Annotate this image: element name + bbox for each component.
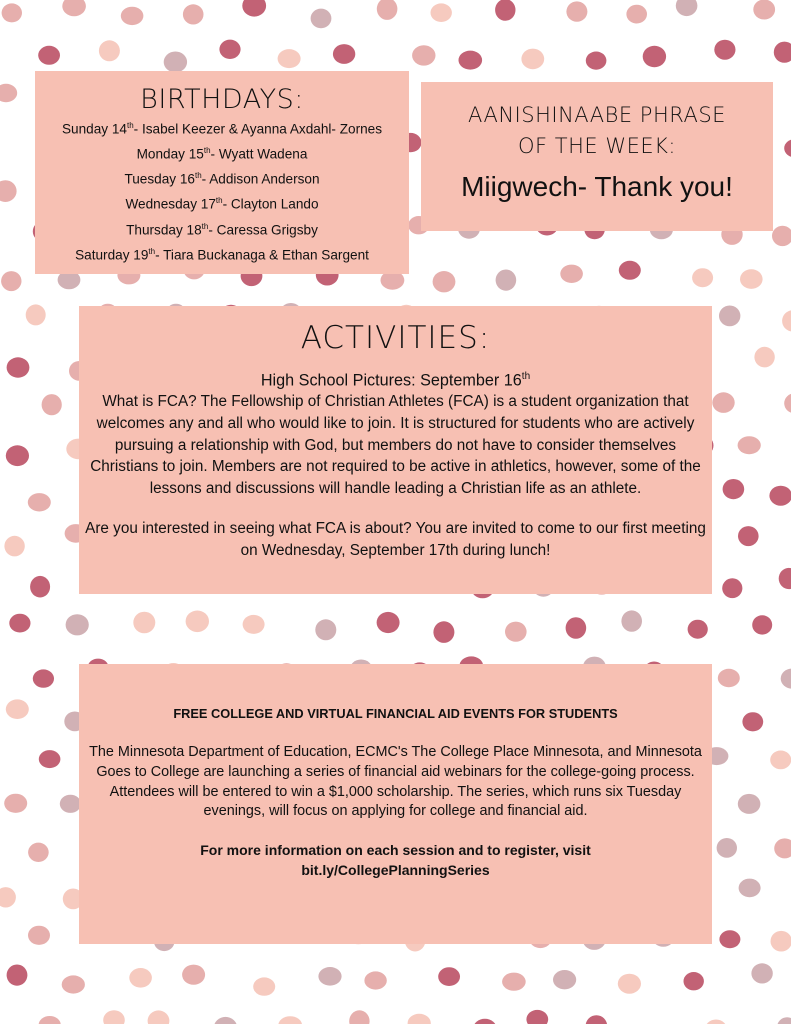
background-dot [719, 306, 740, 327]
background-dot [433, 621, 454, 643]
college-events-title: FREE COLLEGE AND VIRTUAL FINANCIAL AID EVENTS FOR STUDENTS [173, 706, 618, 721]
birthday-day: Saturday 19 [75, 247, 149, 263]
background-dot [719, 930, 740, 948]
background-dot [496, 270, 517, 291]
background-dot [586, 1015, 608, 1024]
background-dot [782, 310, 791, 331]
background-dot [4, 794, 27, 813]
college-events-paragraph: The Minnesota Department of Education, ECMC's The College Place Minnesota, and Minnesota Goes to College are launching a series of financial aid webinars for the college-going process. Attendees will be entered to win a $1,000 scholarship. The series, which runs six Tuesday evenings, will focus on applying for college and financial aid. [89, 744, 702, 820]
background-dot [2, 3, 22, 22]
background-dot [618, 974, 641, 994]
background-dot [784, 393, 791, 413]
background-dot [66, 614, 89, 635]
background-dot [723, 479, 745, 499]
background-dot [752, 615, 772, 634]
background-dot [621, 610, 642, 631]
background-dot [777, 1017, 791, 1024]
background-dot [311, 9, 332, 29]
background-dot [39, 750, 61, 768]
background-dot [315, 619, 336, 640]
background-dot [505, 622, 527, 642]
background-dot [753, 0, 775, 20]
phrase-title-line1: AANISHINAABE PHRASE [468, 103, 726, 127]
background-dot [560, 265, 583, 283]
background-dot [33, 669, 54, 687]
activities-title: ACTIVITIES: [300, 320, 491, 356]
background-dot [6, 445, 29, 466]
background-dot [121, 7, 144, 25]
background-dot [214, 1017, 237, 1024]
background-dot [770, 751, 791, 770]
background-dot [586, 52, 607, 70]
background-dot [39, 1016, 61, 1024]
birthday-entry [35, 190, 409, 215]
background-dot [566, 617, 587, 639]
background-dot [0, 180, 17, 202]
background-dot [784, 139, 791, 157]
background-dot [692, 268, 713, 287]
background-dot [718, 669, 740, 687]
birthday-day-suffix: th [201, 221, 209, 231]
background-dot [133, 612, 155, 634]
birthday-day-suffix: th [126, 121, 134, 130]
birthday-day-suffix: th [215, 196, 223, 206]
birthday-entry [35, 165, 409, 190]
background-dot [619, 261, 641, 280]
background-dot [164, 52, 187, 73]
activities-subtitle-text: High School Pictures: September 16 [260, 371, 522, 390]
birthday-names: - Tiara Buckanaga & Ethan Sargent [155, 247, 369, 263]
background-dot [0, 887, 16, 907]
background-dot [183, 4, 204, 24]
background-dot [473, 1019, 496, 1024]
background-dot [6, 699, 29, 719]
background-dot [0, 84, 17, 102]
phrase-text: Miigwech- Thank you! [461, 171, 733, 202]
background-dot [318, 967, 341, 986]
background-dot [772, 226, 791, 246]
background-dot [438, 967, 460, 986]
background-dot [148, 1010, 170, 1024]
background-dot [7, 357, 30, 377]
background-dot [774, 838, 791, 858]
birthday-day: Wednesday 17 [125, 196, 216, 212]
background-dot [333, 44, 355, 64]
birthday-entry [35, 115, 409, 140]
background-dot [626, 5, 647, 24]
background-dot [62, 0, 86, 16]
background-dot [278, 1016, 302, 1024]
birthday-names: - Isabel Keezer & Ayanna Axdahl- Zornes [133, 121, 383, 137]
background-dot [431, 3, 452, 22]
background-dot [4, 536, 24, 557]
birthday-day: Sunday 14 [61, 121, 127, 137]
college-events-box [79, 664, 712, 944]
background-dot [186, 611, 209, 633]
background-dot [779, 568, 791, 589]
background-dot [712, 392, 734, 413]
background-dot [738, 526, 759, 546]
activities-paragraph-invite: Are you interested in seeing what FCA is about? You are invited to come to our first meeting on Wednesday, September 17th during lunch! [85, 520, 706, 559]
background-dot [740, 269, 763, 289]
background-dot [553, 970, 576, 989]
background-dot [526, 1010, 548, 1024]
background-dot [738, 436, 761, 454]
background-dot [781, 669, 791, 689]
background-dot [278, 49, 301, 68]
activities-subtitle [79, 366, 712, 391]
background-dot [717, 838, 737, 858]
background-dot [28, 926, 50, 945]
background-dot [688, 620, 708, 639]
background-dot [28, 493, 51, 511]
background-dot [676, 0, 698, 16]
background-dot [643, 46, 666, 67]
background-dot [722, 578, 742, 598]
background-dot [566, 1, 587, 21]
background-dot [103, 1010, 125, 1024]
background-dot [377, 0, 398, 20]
background-dot [253, 977, 275, 995]
background-dot [60, 795, 81, 813]
background-dot [62, 975, 85, 993]
background-dot [459, 51, 483, 70]
background-dot [26, 304, 46, 325]
background-dot [243, 615, 265, 634]
background-dot [684, 972, 704, 990]
background-dot [714, 40, 735, 60]
phrase-title-line2: OF THE WEEK: [518, 134, 676, 158]
background-dot [433, 271, 456, 292]
background-dot [738, 794, 761, 814]
background-dot [495, 0, 515, 21]
background-dot [182, 965, 205, 985]
background-dot [771, 931, 791, 952]
background-dot [42, 394, 62, 415]
background-dot [521, 49, 544, 70]
background-dot [30, 576, 50, 598]
background-dot [754, 347, 774, 368]
background-dot [774, 42, 791, 63]
background-dot [751, 963, 772, 983]
background-dot [377, 612, 400, 633]
birthday-day: Tuesday 16 [124, 171, 195, 187]
birthday-day-suffix: th [148, 246, 156, 256]
background-dot [412, 45, 435, 65]
birthday-day-suffix: th [194, 171, 202, 181]
college-events-more-info: For more information on each session and to register, visit bit.ly/CollegePlanningSeries [200, 842, 591, 879]
birthday-entry [35, 216, 409, 241]
birthdays-title: BIRTHDAYS: [140, 84, 304, 115]
background-dot [364, 971, 386, 989]
birthday-names: - Caressa Grigsby [208, 222, 318, 238]
background-dot [502, 973, 526, 991]
background-dot [769, 486, 791, 506]
background-dot [7, 965, 28, 986]
phrase-of-week-box [421, 82, 773, 231]
background-dot [219, 40, 240, 59]
birthday-names: - Clayton Lando [222, 196, 319, 212]
birthday-names: - Addison Anderson [201, 171, 320, 187]
activities-box [79, 306, 712, 594]
background-dot [242, 0, 266, 17]
birthday-day: Monday 15 [136, 146, 204, 162]
birthday-entry [35, 241, 409, 266]
birthdays-box [35, 71, 409, 274]
background-dot [739, 879, 761, 898]
background-dot [349, 1010, 369, 1024]
birthday-day-suffix: th [203, 146, 211, 156]
background-dot [742, 712, 763, 731]
activities-paragraph-fca: What is FCA? The Fellowship of Christian Athletes (FCA) is a student organization that welcomes any and all who would like to join. It is structured for students who are actively pursuing a relationship with God, but members do not have to consider themselves Christians to join. Members are not required to be active in athletics, however, some of the lessons and discussions will handle leading a Christian life as an athlete. [90, 393, 701, 497]
background-dot [705, 1020, 728, 1024]
background-dot [129, 968, 152, 988]
background-dot [38, 46, 60, 65]
background-dot [9, 614, 30, 633]
birthday-entry [35, 140, 409, 165]
birthday-names: - Wyatt Wadena [210, 146, 308, 162]
activities-subtitle-suffix: th [521, 371, 531, 382]
background-dot [28, 843, 49, 862]
background-dot [408, 1014, 431, 1024]
background-dot [1, 271, 21, 291]
birthday-day: Thursday 18 [126, 222, 202, 238]
background-dot [99, 40, 120, 61]
